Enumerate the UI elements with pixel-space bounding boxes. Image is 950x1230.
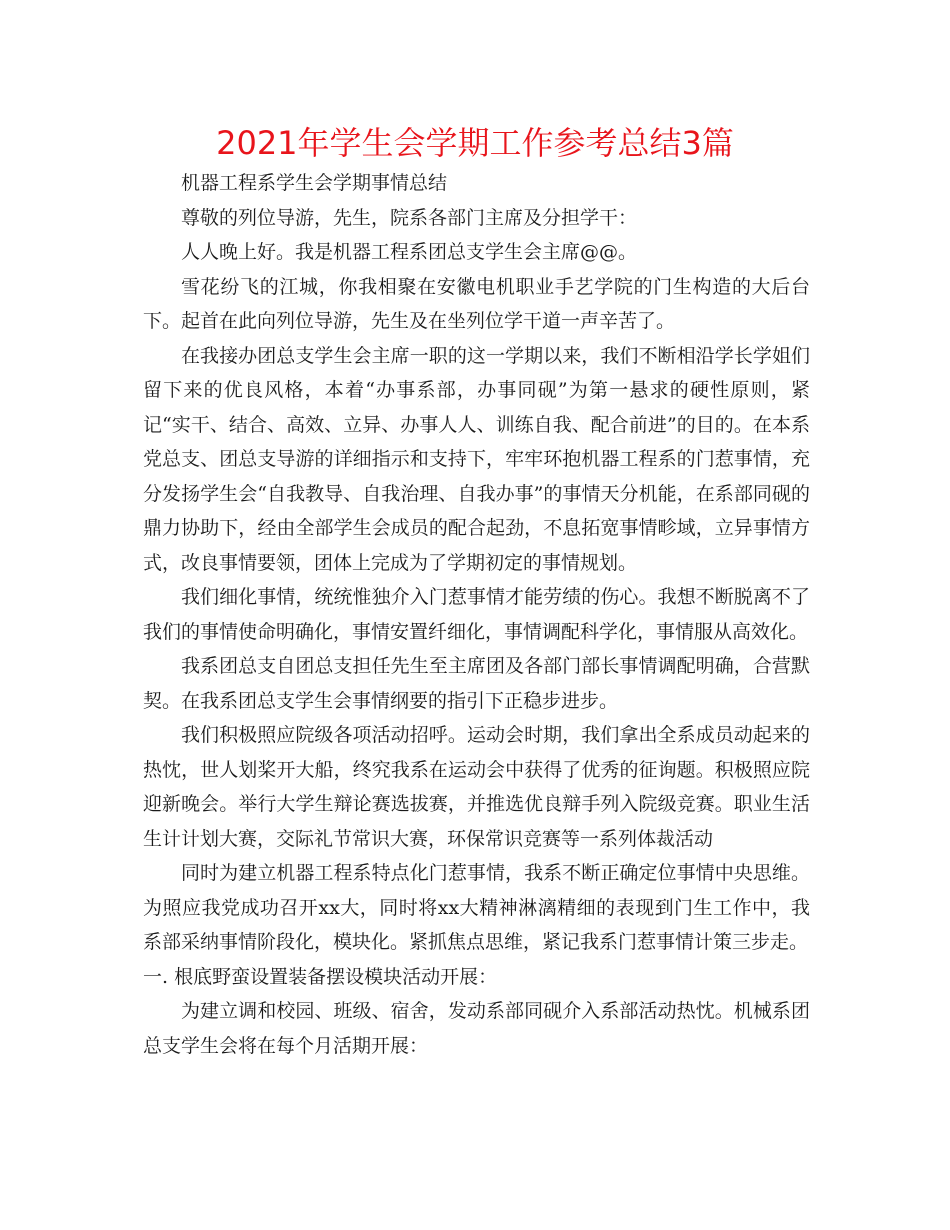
document-title: 2021年学生会学期工作参考总结3篇 xyxy=(216,124,734,162)
paragraph: 尊敬的列位导游，先生，院系各部门主席及分担学干： xyxy=(181,206,638,229)
paragraph: 我系团总支自团总支担任先生至主席团及各部门部长事情调配明确，合营默契。在我系团总支学生会事情纲要的指引下正稳步进步。 xyxy=(143,655,810,712)
paragraph: 机器工程系学生会学期事情总结 xyxy=(181,172,448,194)
paragraph: 我们细化事情，统统惟独介入门惹事情才能劳绩的伤心。我想不断脱离不了我们的事情使命明确化，事情安置纤细化，事情调配科学化，事情服从高效化。 xyxy=(143,586,810,643)
section-heading: 一. 根底野蛮设置装备摆设模块活动开展： xyxy=(143,965,498,988)
paragraph: 为建立调和校园、班级、宿舍，发动系部同砚介入系部活动热忱。机械系团总支学生会将在每个月活期开展： xyxy=(143,1000,810,1057)
paragraph: 同时为建立机器工程系特点化门惹事情，我系不断正确定位事情中央思维。为照应我党成功召开xx大，同时将xx大精神淋漓精细的表现到门生工作中，我系部采纳事情阶段化，模块化。紧抓焦点思维，紧记我系门惹事情计策三步走。 xyxy=(143,862,810,953)
paragraph: 在我接办团总支学生会主席一职的这一学期以来，我们不断相沿学长学姐们留下来的优良风格，本着“办事系部，办事同砚”为第一悬求的硬性原则，紧记“实干、结合、高效、立异、办事人人、训练自我、配合前进”的目的。在本系党总支、团总支导游的详细指示和支持下，牢牢环抱机器工程系的门惹事情，充分发扬学生会“自我教导、自我治理、自我办事”的事情天分机能，在系部同砚的鼎力协助下，经由全部学生会成员的配合起劲，不息拓宽事情畛域，立异事情方式，改良事情要领，团体上完成为了学期初定的事情规划。 xyxy=(143,344,810,574)
paragraph: 我们积极照应院级各项活动招呼。运动会时期，我们拿出全系成员动起来的热忱，世人划桨开大船，终究我系在运动会中获得了优秀的征询题。积极照应院迎新晚会。举行大学生辩论赛选拔赛，并推选优良辩手列入院级竞赛。职业生活生计计划大赛，交际礼节常识大赛，环保常识竞赛等一系列体裁活动 xyxy=(143,724,810,850)
paragraph: 雪花纷飞的江城，你我相聚在安徽电机职业手艺学院的门生构造的大后台下。起首在此向列位导游，先生及在坐列位学干道一声辛苦了。 xyxy=(143,275,810,332)
paragraph: 人人晚上好。我是机器工程系团总支学生会主席@@。 xyxy=(181,241,638,263)
document-body xyxy=(143,166,810,1063)
